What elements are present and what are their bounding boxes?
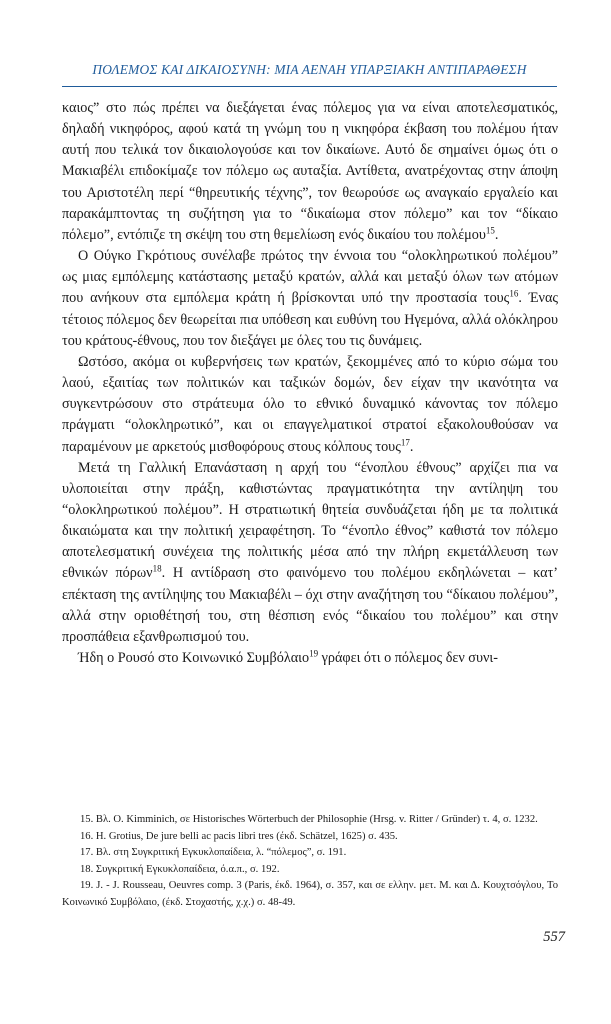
paragraph-4: Μετά τη Γαλλική Επανάσταση η αρχή του “ένοπλου έθνους” αρχίζει πια να υλοποιείται στην πράξη, καθιστώντας πραγματικότητα την αντίληψη του “ολοκληρωτικού πολέμου”. Η στρατιωτική θητεία συνδυάζεται ήδη με τα πολιτικά δικαιώματα και την πολιτική χειραφέτηση. Το “ένοπλο έθνος” καθιστά τον πόλεμο αποτελεσματική συνέχεια της πολιτικής μέσα από την πλήρη εκμετάλλευση των εθνικών πόρων$^{18}$. Η αντίδραση στο φαινόμενο του πολέμου εκδηλώνεται – κατ’ επέκταση της αντίληψης του Μακιαβέλι – όχι στην αναζήτηση του “δίκαιου πολέμου”, αλλά στην οριοθέτησή του, στη θέσπιση ενός “δικαίου του πολέμου” και στην προσπάθεια εξανθρωπισμού του. — [62, 459, 558, 645]
footnote-ref-19[interactable]: 19 — [309, 648, 319, 659]
footnote-ref-17[interactable]: 17 — [400, 436, 410, 447]
footnote-ref-15[interactable]: 15 — [485, 225, 495, 236]
paragraph-5: Ήδη ο Ρουσό στο Κοινωνικό Συμβόλαιο$^{19}$ γράφει ότι ο πόλεμος δεν συνι- — [78, 648, 498, 667]
footnote-16: 16. H. Grotius, De jure belli ac pacis libri tres (έκδ. Schätzel, 1625) σ. 435. — [80, 830, 398, 842]
body-text — [62, 98, 558, 669]
page-number: 557 — [543, 929, 565, 945]
footnote-15: 15. Βλ. O. Kimminich, σε Historisches Wörterbuch der Philosophie (Hrsg. v. Ritter / Gründer) τ. 4, σ. 1232. — [80, 814, 538, 825]
running-header: ΠΟΛΕΜΟΣ ΚΑΙ ΔΙΚΑΙΟΣΥΝΗ: ΜΙΑ ΑΕΝΑΗ ΥΠΑΡΞΙΑΚΗ ΑΝΤΙΠΑΡΑΘΕΣΗ — [92, 62, 527, 77]
footnote-17: 17. Βλ. στη Συγκριτική Εγκυκλοπαίδεια, λ. “πόλεμος”, σ. 191. — [80, 847, 347, 859]
footnote-19: 19. J. - J. Rousseau, Oeuvres comp. 3 (Paris, έκδ. 1964), σ. 357, και σε ελλην. μετ. Μ. και Δ. Κουχτσόγλου, Το Κοινωνικό Συμβόλαιο, (έκδ. Στοχαστής, χ.χ.) σ. 48-49. — [62, 880, 558, 908]
footnote-ref-16[interactable]: 16 — [509, 288, 519, 299]
paragraph-2: Ο Ούγκο Γκρότιους συνέλαβε πρώτος την έννοια του “ολοκληρωτικού πολέμου” ως μιας εμπόλεμης κατάστασης μεταξύ κρατών, αλλά και μεταξύ όλων των ατόμων που ανήκουν στα εμπόλεμα κράτη ή βρίσκονται υπό την προστασία τους$^{16}$. Ένας τέτοιος πόλεμος δεν θεωρείται πια υπόθεση και ευθύνη του Ηγεμόνα, αλλά ολόκληρου του κράτους-έθνους, που τον διεξάγει με όλες του τις δυνάμεις. — [62, 248, 559, 349]
paragraph-3: Ωστόσο, ακόμα οι κυβερνήσεις των κρατών, ξεκομμένες από το κύριο σώμα του λαού, εξαιτίας των πολιτικών και ταξικών δομών, δεν είχαν την ικανότητα να συγκεντρώσουν στο στράτευμα όλο το εθνικό δυναμικό κάνοντας τον πόλεμο πράγματι “ολοκληρωτικό”, και οι επαγγελματικοί στρατοί εξακολουθούσαν να παραμένουν με αρκετούς μισθοφόρους στους κόλπους τους$^{17}$. — [62, 353, 558, 455]
footnote-18: 18. Συγκριτική Εγκυκλοπαίδεια, ό.α.π., σ. 192. — [80, 863, 280, 875]
paragraph-1: καιος” στο πώς πρέπει να διεξάγεται ένας πόλεμος για να είναι αποτελεσματικός, δηλαδή νικηφόρος, αφού κατά τη γνώμη του η νικηφόρα έκβαση του πολέμου ήταν αυτή που τελικά τον δικαιολογούσε και τον δικαίωνε. Αυτό δε σημαίνει όμως ότι ο Μακιαβέλι επιδοκίμαζε τον πόλεμο ως αυταξία. Αντίθετα, ανατρέχοντας στην άποψη του Αριστοτέλη περί “θηρευτικής τέχνης”, τον θεωρούσε ως αναγκαίο εργαλείο και παρακάμπτοντας τη συζήτηση για το “δικαίωμα στον πόλεμο” και τον “δίκαιο πόλεμο”, εντόπιζε τη σκέψη του στη θεμελίωση ενός δικαίου του πολέμου$^{15}$. — [62, 100, 558, 243]
header-rule — [62, 86, 557, 87]
footnotes — [62, 812, 558, 912]
footnote-ref-18[interactable]: 18 — [152, 563, 162, 574]
